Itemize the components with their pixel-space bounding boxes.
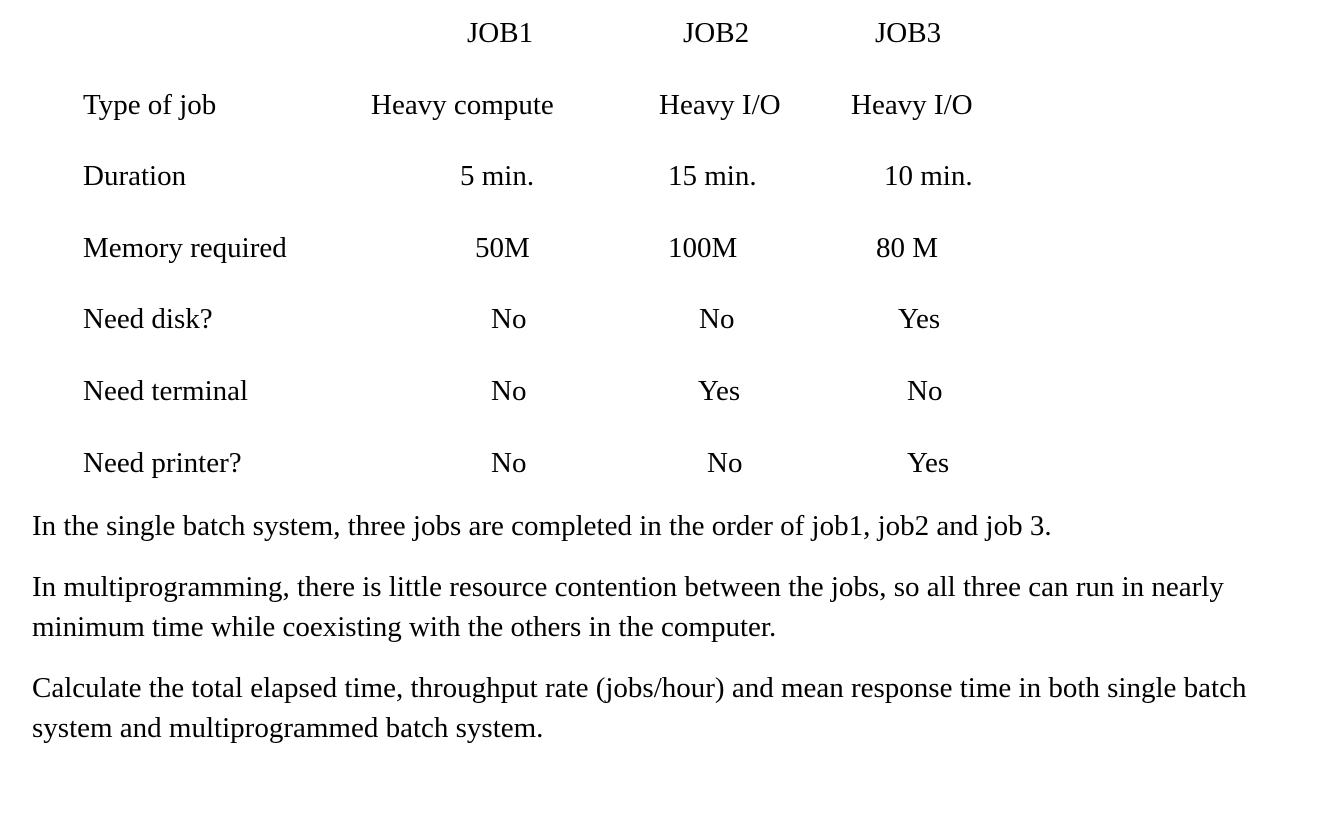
cell-job3-disk: Yes — [898, 303, 941, 335]
paragraph-single-batch: In the single batch system, three jobs are completed in the order of job1, job2 and job 3. — [32, 510, 1052, 542]
cell-job2-duration: 15 min. — [668, 160, 757, 192]
cell-job1-memory: 50M — [475, 232, 530, 264]
row-label-type-of-job: Type of job — [83, 89, 217, 121]
paragraph-question: Calculate the total elapsed time, throughput rate (jobs/hour) and mean response time in both single batch system and multiprogrammed batch system. — [32, 672, 1247, 744]
column-header-job3: JOB3 — [875, 17, 942, 49]
cell-job2-memory: 100M — [668, 232, 738, 264]
row-label-duration: Duration — [83, 160, 187, 192]
cell-job3-type: Heavy I/O — [851, 89, 973, 121]
column-header-job1: JOB1 — [467, 17, 534, 49]
row-label-memory-required: Memory required — [83, 232, 287, 264]
cell-job3-memory: 80 M — [876, 232, 939, 264]
cell-job2-disk: No — [699, 303, 735, 335]
row-label-need-disk: Need disk? — [83, 303, 213, 335]
cell-job1-duration: 5 min. — [460, 160, 535, 192]
cell-job2-printer: No — [707, 447, 743, 479]
column-header-job2: JOB2 — [683, 17, 750, 49]
row-label-need-printer: Need printer? — [83, 447, 242, 479]
cell-job2-type: Heavy I/O — [659, 89, 781, 121]
cell-job3-terminal: No — [907, 375, 943, 407]
cell-job1-disk: No — [491, 303, 527, 335]
row-label-need-terminal: Need terminal — [83, 375, 249, 407]
paragraph-multiprogramming: In multiprogramming, there is little resource contention between the jobs, so all three can run in nearly minimum time while coexisting with the others in the computer. — [32, 571, 1224, 643]
cell-job3-duration: 10 min. — [884, 160, 973, 192]
cell-job1-terminal: No — [491, 375, 527, 407]
cell-job2-terminal: Yes — [698, 375, 741, 407]
cell-job1-type: Heavy compute — [371, 89, 554, 121]
cell-job3-printer: Yes — [907, 447, 950, 479]
cell-job1-printer: No — [491, 447, 527, 479]
